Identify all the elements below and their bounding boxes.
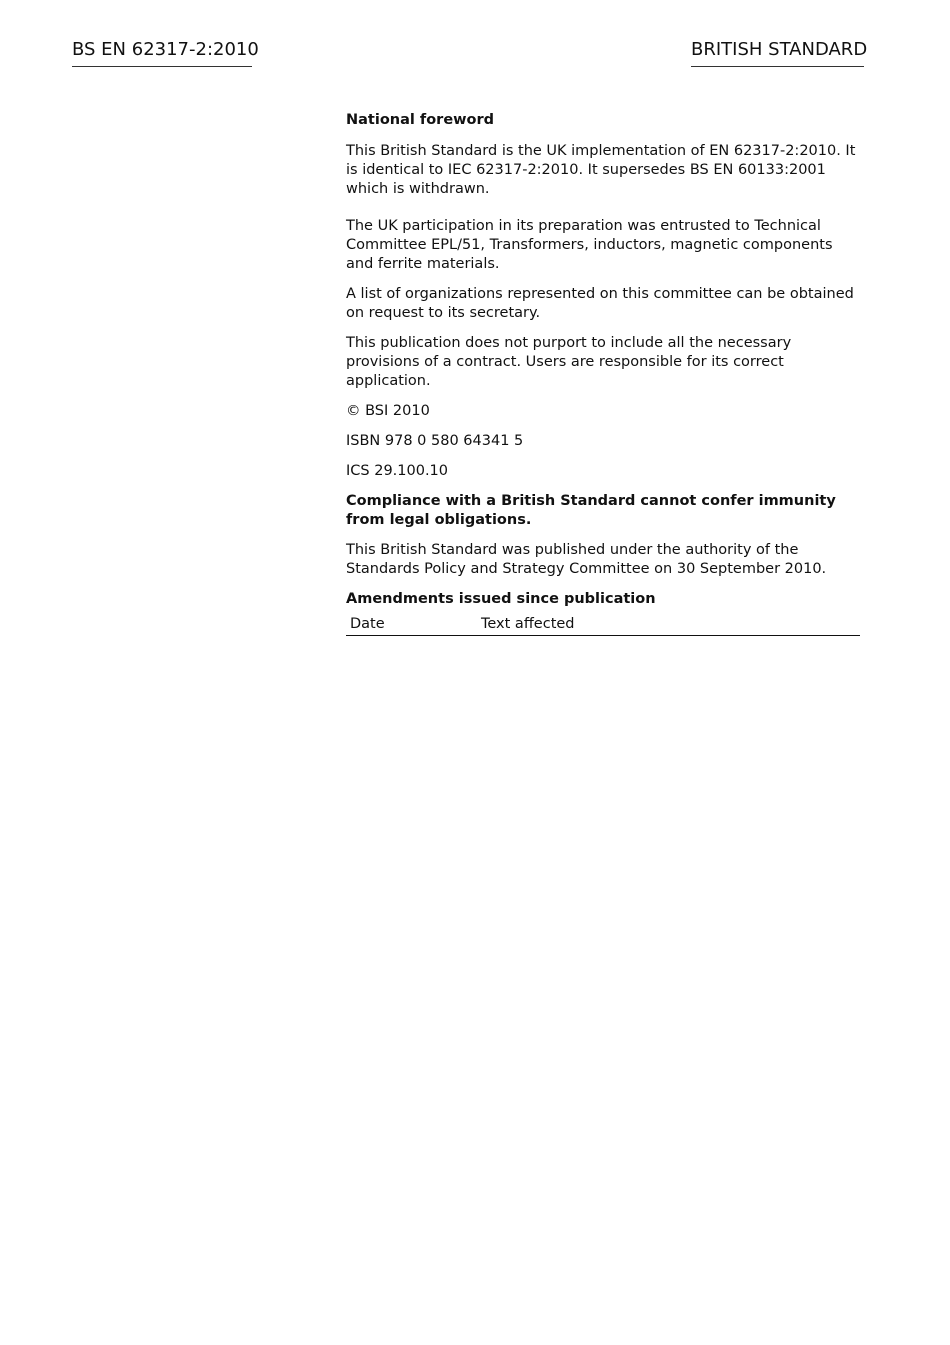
ics-code: ICS 29.100.10 (346, 463, 449, 479)
foreword-title: National foreword (346, 112, 495, 128)
publication-statement: This British Standard was published under the authority of the Standards Policy and Strategy Committee on 30 September 2010. (346, 542, 827, 577)
column-header-date: Date (346, 615, 477, 636)
copyright-notice: © BSI 2010 (346, 403, 430, 419)
foreword-paragraph: A list of organizations represented on this committee can be obtained on request to its secretary. (346, 286, 854, 321)
standard-type: BRITISH STANDARD (691, 39, 868, 60)
amendments-heading: Amendments issued since publication (346, 591, 656, 607)
column-header-text-affected: Text affected (477, 615, 860, 636)
foreword-paragraph: This publication does not purport to include all the necessary provisions of a contract. Users are responsible for its correct application. (346, 335, 792, 389)
isbn: ISBN 978 0 580 64341 5 (346, 433, 524, 449)
amendments-table (346, 615, 860, 636)
header-document-number (72, 38, 259, 67)
foreword-paragraph: The UK participation in its preparation was entrusted to Technical Committee EPL/51, Transformers, inductors, magnetic components and ferrite materials. (346, 218, 833, 272)
national-foreword (346, 111, 860, 636)
document-number: BS EN 62317-2:2010 (72, 39, 259, 60)
foreword-paragraph: This British Standard is the UK implementation of EN 62317-2:2010. It is identical to IEC 62317-2:2010. It supersedes BS EN 60133:2001 which is withdrawn. (346, 143, 856, 197)
compliance-statement: Compliance with a British Standard cannot confer immunity from legal obligations. (346, 493, 836, 528)
amendments-header-row (346, 615, 860, 636)
header-standard-type (691, 38, 868, 67)
